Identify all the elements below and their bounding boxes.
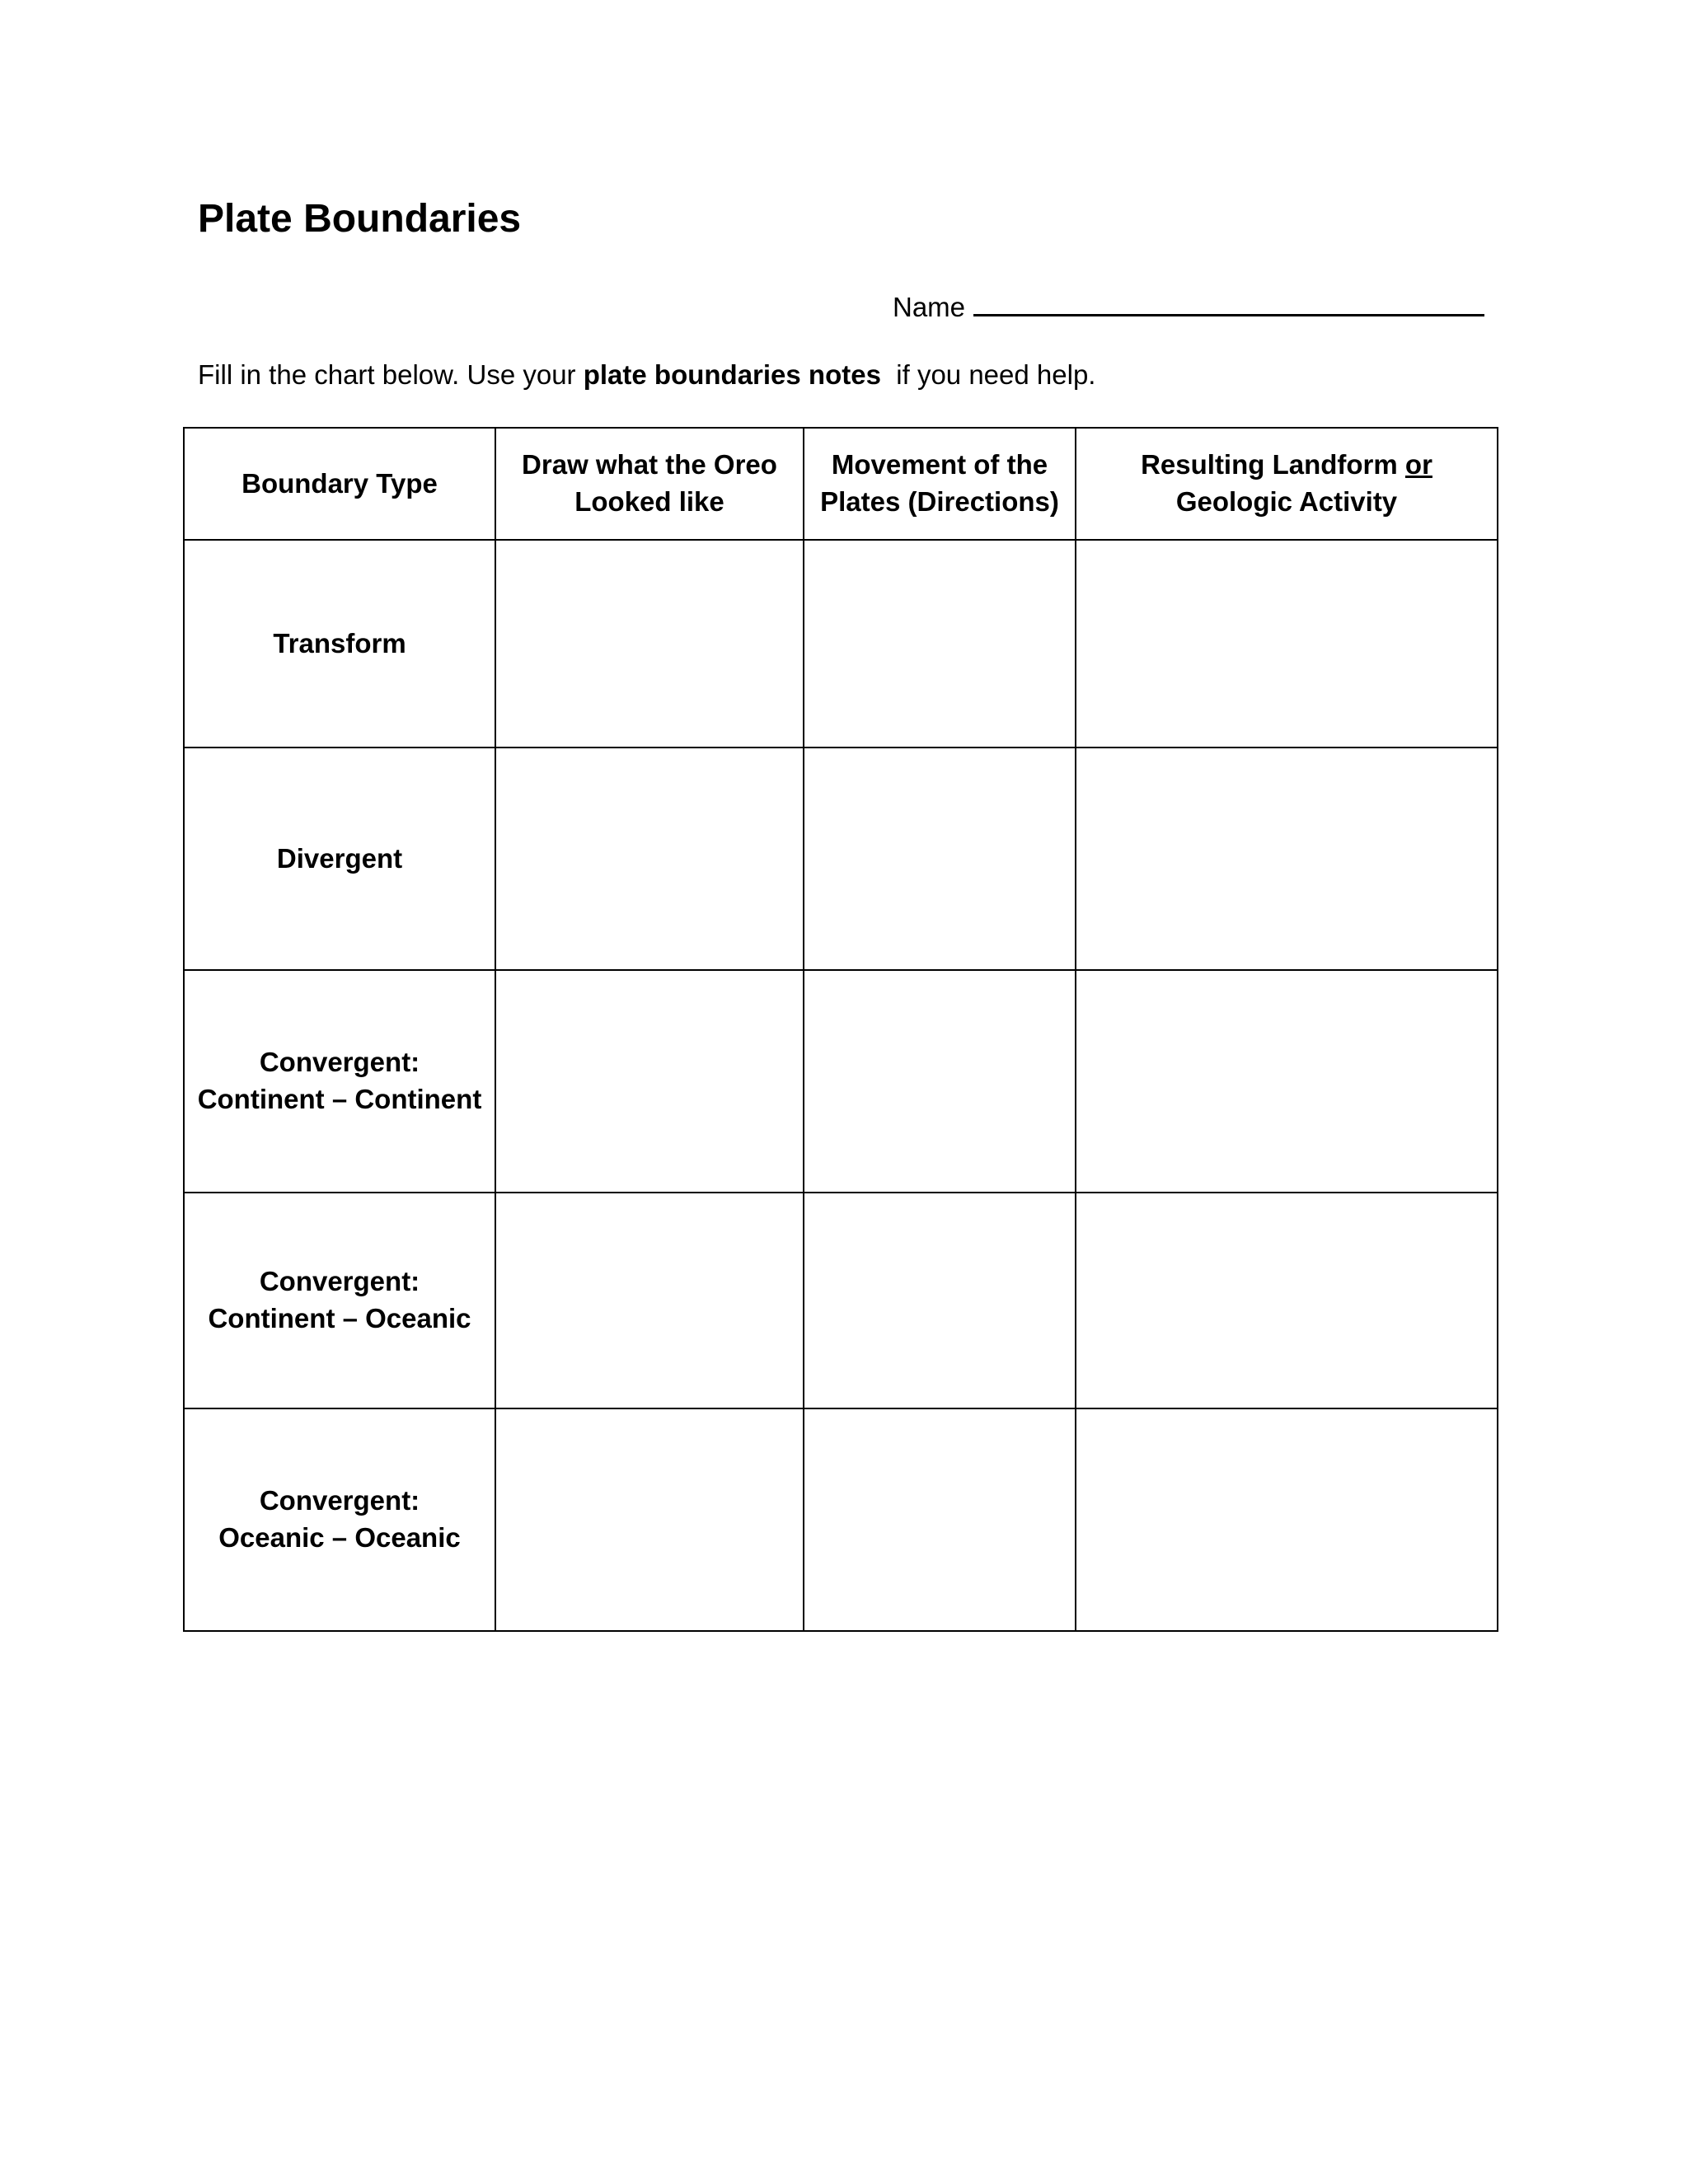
header-movement: Movement of the Plates (Directions) (804, 428, 1076, 540)
boundary-type-cell: Transform (184, 540, 495, 748)
table-row (184, 748, 1498, 970)
header-boundary-type: Boundary Type (184, 428, 495, 540)
name-blank-field[interactable] (973, 291, 1484, 316)
draw-oreo-cell[interactable] (495, 1193, 804, 1408)
name-label: Name (893, 292, 966, 322)
boundary-type-cell: Convergent: Oceanic – Oceanic (184, 1408, 495, 1631)
landform-cell[interactable] (1076, 970, 1498, 1193)
landform-cell[interactable] (1076, 748, 1498, 970)
instructions-text-before: Fill in the chart below. Use your (198, 359, 584, 390)
boundary-type-cell: Convergent: Continent – Oceanic (184, 1193, 495, 1408)
table-row (184, 970, 1498, 1193)
draw-oreo-cell[interactable] (495, 970, 804, 1193)
table-row (184, 540, 1498, 748)
draw-oreo-cell[interactable] (495, 1408, 804, 1631)
header-draw-oreo: Draw what the Oreo Looked like (495, 428, 804, 540)
landform-cell[interactable] (1076, 1193, 1498, 1408)
draw-oreo-cell[interactable] (495, 540, 804, 748)
page-title: Plate Boundaries (198, 197, 522, 241)
table-row (184, 1193, 1498, 1408)
plate-boundaries-chart (183, 427, 1498, 1632)
table-row (184, 1408, 1498, 1631)
movement-cell[interactable] (804, 1408, 1076, 1631)
landform-cell[interactable] (1076, 1408, 1498, 1631)
landform-cell[interactable] (1076, 540, 1498, 748)
movement-cell[interactable] (804, 1193, 1076, 1408)
instructions (198, 361, 1095, 388)
boundary-type-cell: Convergent: Continent – Continent (184, 970, 495, 1193)
movement-cell[interactable] (804, 540, 1076, 748)
draw-oreo-cell[interactable] (495, 748, 804, 970)
boundary-type-cell: Divergent (184, 748, 495, 970)
table-header-row (184, 428, 1498, 540)
instructions-bold-notes: plate boundaries notes (583, 359, 881, 390)
name-line (893, 291, 1484, 321)
movement-cell[interactable] (804, 970, 1076, 1193)
movement-cell[interactable] (804, 748, 1076, 970)
instructions-text-after: if you need help. (880, 359, 1096, 390)
header-resulting-landform: Resulting Landform or Geologic Activity (1076, 428, 1498, 540)
